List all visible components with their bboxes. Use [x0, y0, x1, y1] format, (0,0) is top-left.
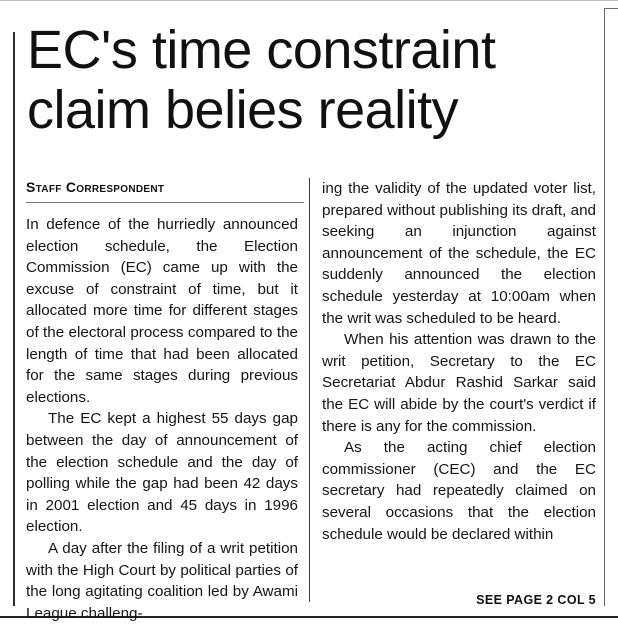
paragraph-3: A day after the filing of a writ petition with the High Court by political parties of the long agitating coalition led by Awami League challeng- — [26, 539, 298, 622]
column-divider — [309, 178, 310, 602]
byline-underline — [26, 202, 304, 203]
article-column-2 — [322, 178, 596, 545]
paragraph-6: As the acting chief election commissioner (CEC) and the EC secretary had repeatedly claimed on several occasions that the election schedule would be declared within — [322, 439, 596, 543]
frame-right-rule — [604, 8, 605, 606]
article-column-1 — [26, 214, 298, 624]
article-headline: EC's time constraint claim belies reality — [27, 20, 496, 140]
byline-text: Staff Correspondent — [26, 179, 165, 195]
article-byline — [26, 178, 304, 196]
paragraph-2: The EC kept a highest 55 days gap between the day of announcement of the election schedule and the day of polling while the gap had been 42 days in 2001 election and 45 days in 1996 election. — [26, 410, 298, 536]
clipping-top-edge — [0, 0, 618, 1]
paragraph-4: ing the validity of the updated voter list, prepared without publishing its draft, and seeking an injunction against announcement of the schedule, the EC suddenly announced the election schedule yesterday at 10:00am when the writ was scheduled to be heard. — [322, 180, 596, 327]
paragraph-1: In defence of the hurriedly announced election schedule, the Election Commission (EC) came up with the excuse of constraint of time, but it allocated more time for different stages of the electoral process compared to the length of time that had been allocated for the same stages during previous elections. — [26, 216, 298, 406]
frame-right-top-rule — [604, 8, 618, 9]
paragraph-5: When his attention was drawn to the writ petition, Secretary to the EC Secretariat Abdur Rashid Sarkar said the EC will abide by the court's verdict if there is any for the commission. — [322, 331, 596, 435]
frame-left-rule — [13, 32, 15, 606]
continuation-jump-line: SEE PAGE 2 COL 5 — [476, 593, 596, 607]
